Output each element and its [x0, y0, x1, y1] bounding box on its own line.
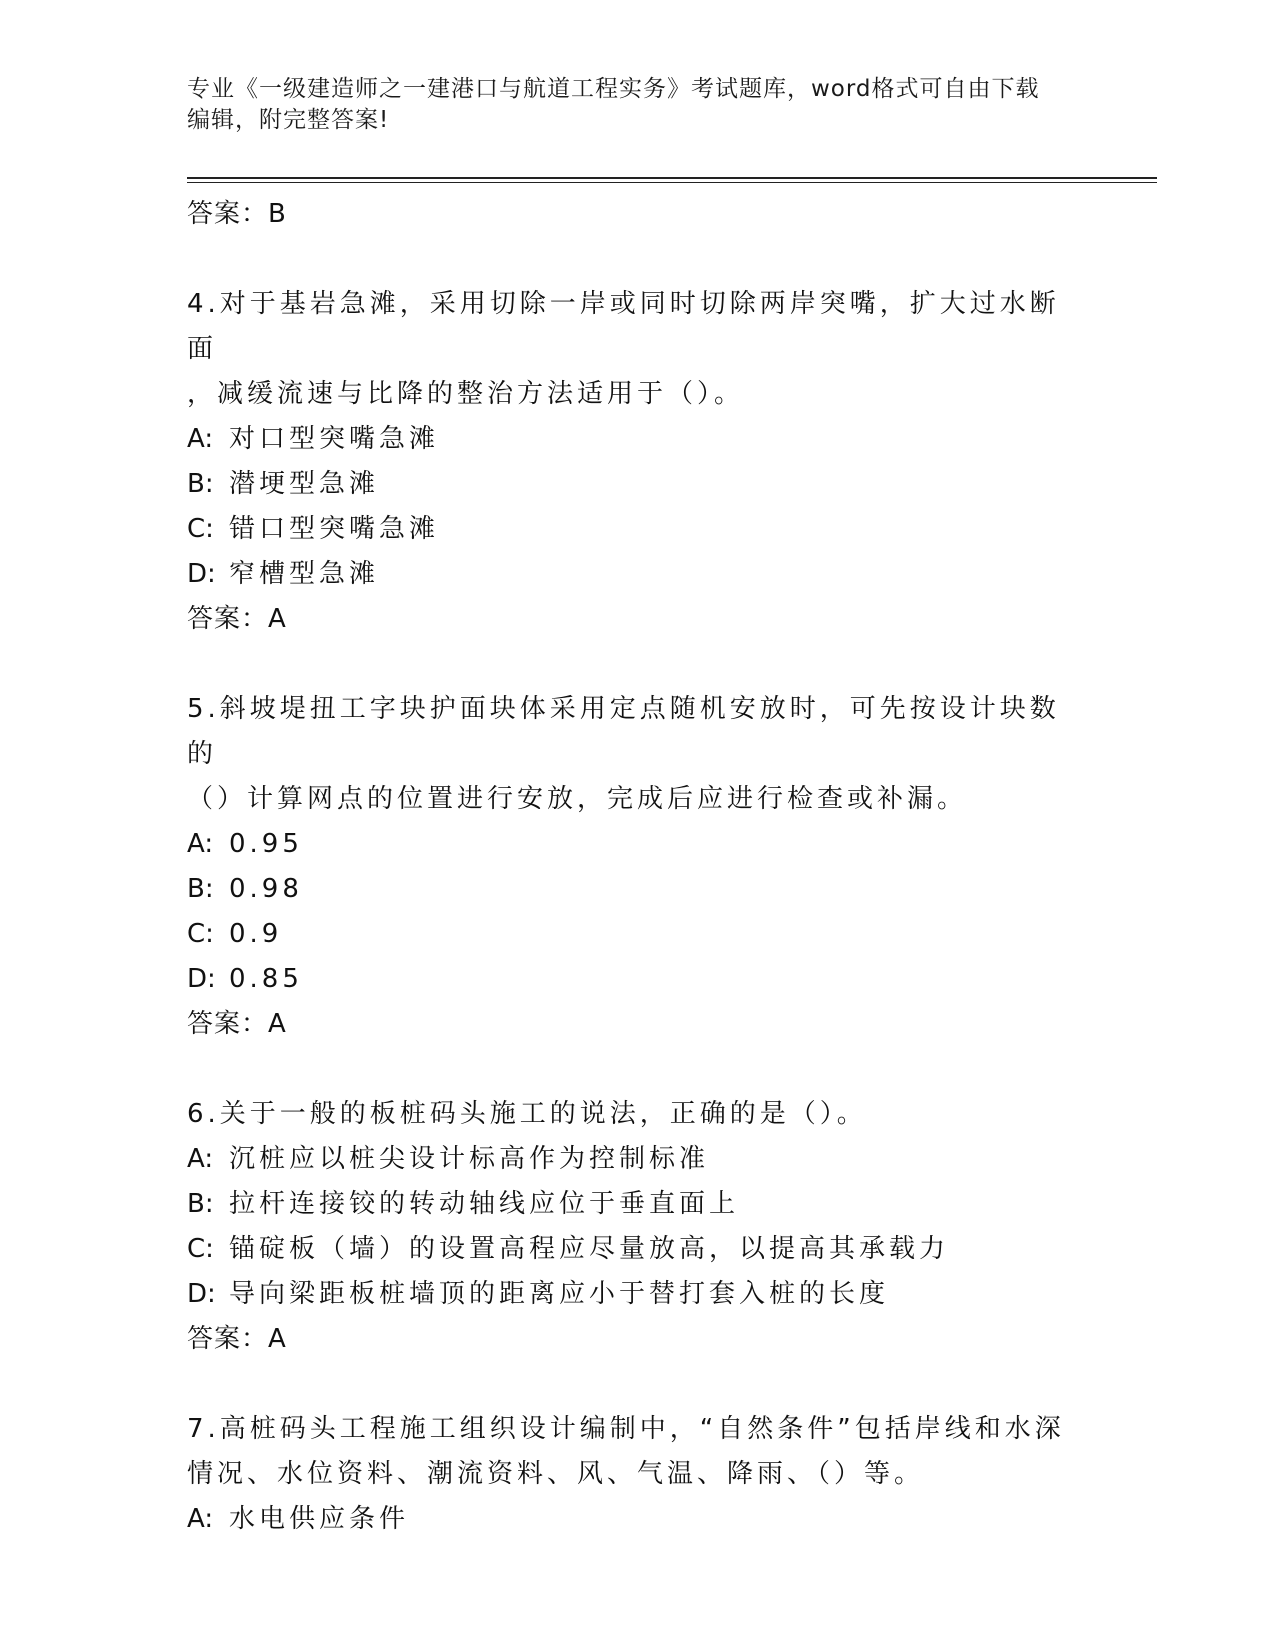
question-stem [187, 687, 1067, 822]
option-text: 水电供应条件 [229, 1504, 410, 1534]
question-6 [187, 1092, 1087, 1362]
option-letter: D: [187, 1279, 216, 1309]
stem-line: 4.对于基岩急滩，采用切除一岸或同时切除两岸突嘴，扩大过水断面 [187, 289, 1060, 364]
header-rule-thin [187, 182, 1157, 183]
answer-q5: 答案：A [187, 1009, 287, 1039]
option-text: 0.95 [229, 829, 303, 859]
option-c [187, 912, 1087, 957]
option-letter: A: [187, 424, 214, 454]
option-letter: D: [187, 964, 216, 994]
option-c [187, 1227, 1087, 1272]
option-letter: C: [187, 514, 214, 544]
option-letter: A: [187, 1504, 214, 1534]
option-letter: A: [187, 829, 214, 859]
option-b [187, 462, 1087, 507]
answer-q6: 答案：A [187, 1324, 287, 1354]
option-b [187, 1182, 1087, 1227]
stem-line: ，减缓流速与比降的整治方法适用于（）。 [187, 379, 745, 409]
option-letter: C: [187, 919, 214, 949]
option-a [187, 1497, 1087, 1542]
question-stem [187, 1407, 1067, 1497]
option-d [187, 957, 1087, 1002]
document-body [187, 186, 1087, 1542]
stem-line: 7.高桩码头工程施工组织设计编制中，“自然条件”包括岸线和水深 [187, 1414, 1065, 1444]
option-letter: B: [187, 1189, 214, 1219]
question-7 [187, 1407, 1087, 1542]
stem-line: 5.斜坡堤扭工字块护面块体采用定点随机安放时，可先按设计块数的 [187, 694, 1060, 769]
option-d [187, 1272, 1087, 1317]
option-text: 锚碇板（墙）的设置高程应尽量放高，以提高其承载力 [229, 1234, 950, 1264]
option-text: 沉桩应以桩尖设计标高作为控制标准 [229, 1144, 710, 1174]
answer-q4: 答案：A [187, 604, 287, 634]
header-line-2: 编辑，附完整答案! [187, 107, 390, 133]
option-text: 潜埂型急滩 [229, 469, 380, 499]
option-text: 0.85 [229, 964, 303, 994]
page-header [187, 74, 1067, 136]
option-text: 窄槽型急滩 [229, 559, 380, 589]
option-c [187, 507, 1087, 552]
question-4 [187, 282, 1087, 642]
option-letter: D: [187, 559, 216, 589]
option-letter: B: [187, 469, 214, 499]
answer-q3: 答案：B [187, 199, 287, 229]
option-text: 0.98 [229, 874, 303, 904]
stem-line: 6.关于一般的板桩码头施工的说法，正确的是（）。 [187, 1099, 867, 1129]
option-letter: B: [187, 874, 214, 904]
option-letter: C: [187, 1234, 214, 1264]
stem-line: （）计算网点的位置进行安放，完成后应进行检查或补漏。 [187, 784, 968, 814]
option-text: 拉杆连接铰的转动轴线应位于垂直面上 [229, 1189, 740, 1219]
header-rule-thick [187, 177, 1157, 179]
option-a [187, 417, 1087, 462]
question-5 [187, 687, 1087, 1047]
option-text: 错口型突嘴急滩 [229, 514, 440, 544]
option-text: 对口型突嘴急滩 [229, 424, 440, 454]
stem-line: 情况、水位资料、潮流资料、风、气温、降雨、（）等。 [187, 1459, 925, 1489]
option-d [187, 552, 1087, 597]
option-b [187, 867, 1087, 912]
option-text: 导向梁距板桩墙顶的距离应小于替打套入桩的长度 [229, 1279, 890, 1309]
question-stem [187, 282, 1067, 417]
header-line-1: 专业《一级建造师之一建港口与航道工程实务》考试题库，word格式可自由下载 [187, 76, 1040, 102]
question-stem [187, 1092, 1067, 1137]
option-a [187, 1137, 1087, 1182]
option-letter: A: [187, 1144, 214, 1174]
option-text: 0.9 [229, 919, 283, 949]
option-a [187, 822, 1087, 867]
